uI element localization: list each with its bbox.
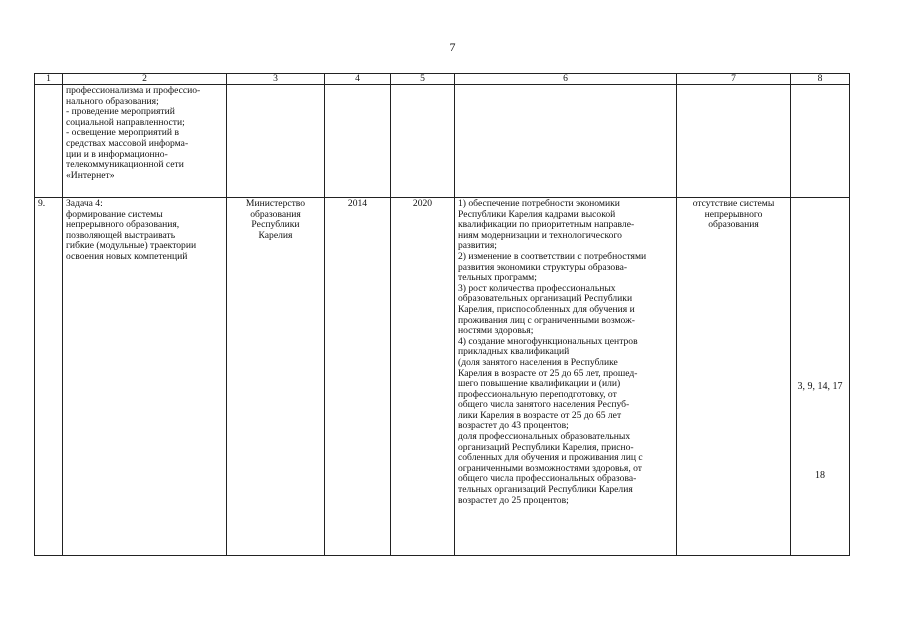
cell-refs <box>791 85 850 198</box>
header-col-2: 2 <box>63 74 227 85</box>
cell-task: Задача 4: формирование системы непрерывного образования, позволяющей выстраивать гибкие (модульные) траектории освоения новых компетенций <box>63 198 227 556</box>
cell-number <box>35 85 63 198</box>
header-col-3: 3 <box>227 74 325 85</box>
indicator-refs-first: 3, 9, 14, 17 <box>797 381 843 392</box>
program-table <box>34 73 850 556</box>
cell-executor <box>227 85 325 198</box>
table-header-row <box>35 74 850 85</box>
cell-number: 9. <box>35 198 63 556</box>
header-col-5: 5 <box>391 74 455 85</box>
cell-refs <box>791 198 850 556</box>
table-row <box>35 198 850 556</box>
table-row <box>35 85 850 198</box>
refs-container <box>794 199 846 555</box>
header-col-8: 8 <box>791 74 850 85</box>
cell-start-year <box>325 85 391 198</box>
header-col-1: 1 <box>35 74 63 85</box>
header-col-6: 6 <box>455 74 677 85</box>
header-col-7: 7 <box>677 74 791 85</box>
cell-results: 1) обеспечение потребности экономики Республики Карелия кадрами высокой квалификации по приоритетным направле- ниям модернизации и технологического развития; 2) изменение в соответствии с потребностями развития экономики структуры образова- тельных программ; 3) рост количества профессиональных образовательных организаций Республики Карелия, приспособленных для обучения и проживания лиц с ограниченными возмож- ностями здоровья; 4) создание многофункциональных центров прикладных квалификаций (доля занятого населения в Республике Карелия в возрасте от 25 до 65 лет, прошед- шего повышение квалификации и (или) профессиональную переподготовку, от общего числа занятого населения Респуб- лики Карелия в возрасте от 25 до 65 лет возрастет до 43 процентов; доля профессиональных образовательных организаций Республики Карелия, присно- собленных для обучения и проживания лиц с ограниченными возможностями здоровья, от общего числа профессиональных образова- тельных организаций Республики Карелия возрастет до 25 процентов; <box>455 198 677 556</box>
cell-end-year <box>391 85 455 198</box>
page-number: 7 <box>449 40 456 54</box>
cell-end-year: 2020 <box>391 198 455 556</box>
header-col-4: 4 <box>325 74 391 85</box>
cell-results <box>455 85 677 198</box>
cell-start-year: 2014 <box>325 198 391 556</box>
cell-measures: профессионализма и профессио- нального образования; - проведение мероприятий социальной направленности; - освещение мероприятий в средствах массовой информа- ции и в информационно- телекоммуникационной сети «Интернет» <box>63 85 227 198</box>
cell-consequences <box>677 85 791 198</box>
cell-consequences: отсутствие системы непрерывного образования <box>677 198 791 556</box>
cell-executor: Министерство образования Республики Карелия <box>227 198 325 556</box>
indicator-refs-second: 18 <box>815 470 825 481</box>
